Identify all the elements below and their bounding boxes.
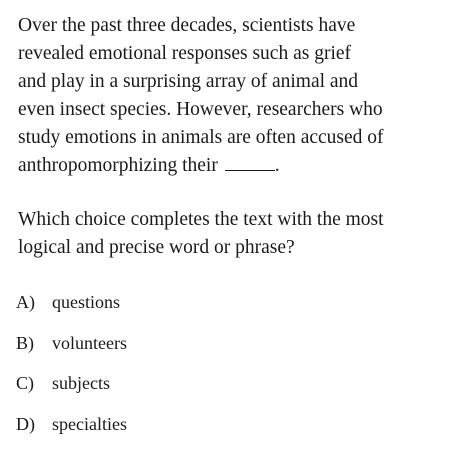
- passage-line: revealed emotional responses such as grief: [18, 43, 352, 64]
- answer-choices: [16, 292, 127, 454]
- passage-line-text: anthropomorphizing their: [18, 155, 218, 176]
- passage-line: Over the past three decades, scientists have: [18, 15, 356, 36]
- question-block: [18, 0, 448, 262]
- choice-text: specialties: [52, 413, 127, 434]
- prompt-line: Which choice completes the text with the most: [18, 209, 384, 230]
- choice-text: volunteers: [52, 332, 127, 353]
- choice-letter: C): [16, 373, 34, 393]
- passage-text: [18, 0, 448, 180]
- choice-text: subjects: [52, 373, 110, 393]
- choice-letter: A): [16, 292, 35, 312]
- choice-d[interactable]: [16, 414, 127, 455]
- choice-letter: D): [16, 413, 35, 434]
- choice-a[interactable]: [16, 292, 127, 333]
- choice-letter: B): [16, 332, 34, 353]
- answer-blank: [225, 156, 275, 171]
- question-prompt: [18, 206, 448, 262]
- choice-b[interactable]: [16, 333, 127, 374]
- passage-end-punctuation: .: [274, 155, 280, 176]
- choice-text: questions: [52, 292, 121, 312]
- passage-line: study emotions in animals are often accused of: [18, 127, 384, 148]
- prompt-line: logical and precise word or phrase?: [18, 237, 295, 258]
- passage-line: even insect species. However, researchers who: [18, 99, 383, 120]
- choice-c[interactable]: [16, 373, 127, 414]
- passage-last-line: [18, 152, 448, 180]
- passage-line: and play in a surprising array of animal and: [18, 71, 359, 92]
